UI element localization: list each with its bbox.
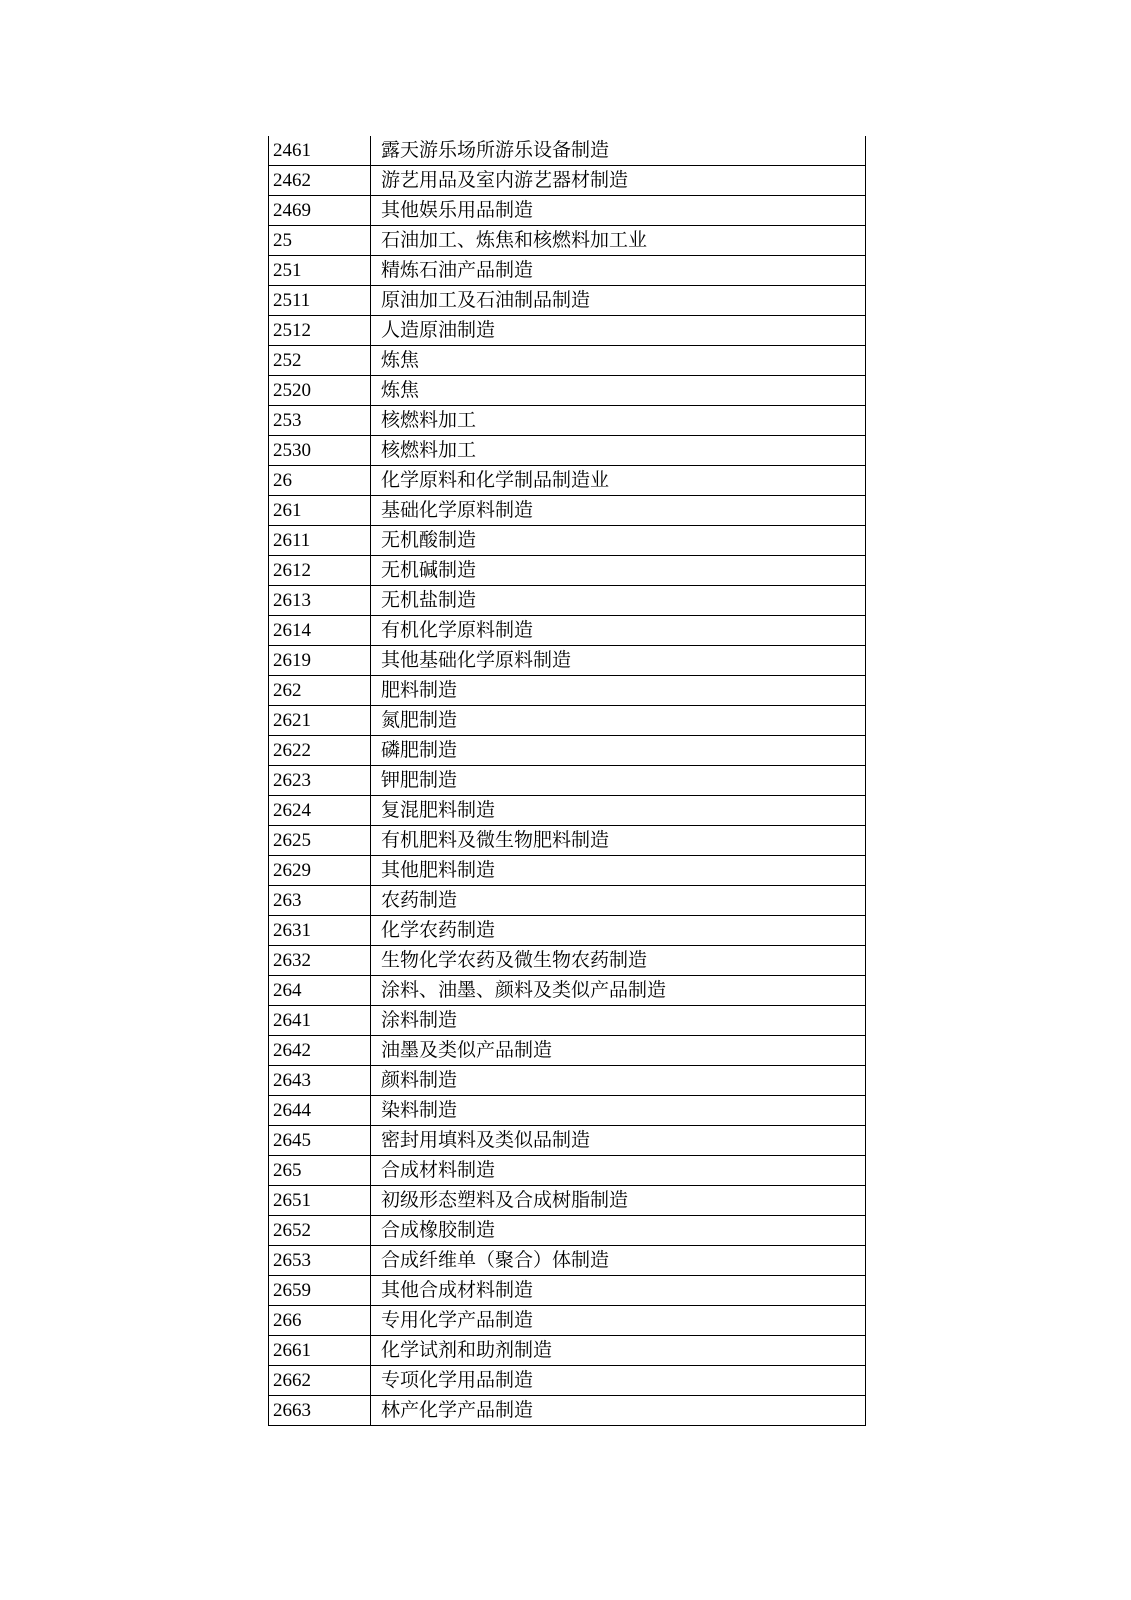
industry-name-cell: 石油加工、炼焦和核燃料加工业 xyxy=(371,226,866,256)
industry-name-cell: 油墨及类似产品制造 xyxy=(371,1036,866,1066)
table-row xyxy=(269,586,866,616)
table-row xyxy=(269,286,866,316)
industry-name-cell: 磷肥制造 xyxy=(371,736,866,766)
table-row xyxy=(269,1366,866,1396)
industry-name-cell: 游艺用品及室内游艺器材制造 xyxy=(371,166,866,196)
industry-code-cell: 2612 xyxy=(269,556,371,586)
table-row xyxy=(269,1336,866,1366)
table-row xyxy=(269,706,866,736)
industry-name-cell: 其他娱乐用品制造 xyxy=(371,196,866,226)
industry-name-cell: 核燃料加工 xyxy=(371,436,866,466)
industry-name-cell: 生物化学农药及微生物农药制造 xyxy=(371,946,866,976)
table-row xyxy=(269,976,866,1006)
industry-name-cell: 无机酸制造 xyxy=(371,526,866,556)
industry-code-cell: 2512 xyxy=(269,316,371,346)
table-row xyxy=(269,136,866,166)
industry-code-cell: 2619 xyxy=(269,646,371,676)
industry-code-cell: 266 xyxy=(269,1306,371,1336)
industry-name-cell: 农药制造 xyxy=(371,886,866,916)
table-row xyxy=(269,736,866,766)
table-row xyxy=(269,466,866,496)
industry-name-cell: 染料制造 xyxy=(371,1096,866,1126)
table-row xyxy=(269,1156,866,1186)
industry-code-cell: 265 xyxy=(269,1156,371,1186)
industry-classification-table xyxy=(268,136,866,1426)
table-row xyxy=(269,1396,866,1426)
industry-name-cell: 合成橡胶制造 xyxy=(371,1216,866,1246)
industry-name-cell: 有机肥料及微生物肥料制造 xyxy=(371,826,866,856)
industry-name-cell: 初级形态塑料及合成树脂制造 xyxy=(371,1186,866,1216)
industry-code-cell: 2462 xyxy=(269,166,371,196)
industry-code-cell: 2621 xyxy=(269,706,371,736)
industry-code-cell: 2652 xyxy=(269,1216,371,1246)
table-row xyxy=(269,346,866,376)
industry-code-cell: 2644 xyxy=(269,1096,371,1126)
table-row xyxy=(269,1306,866,1336)
table-row xyxy=(269,406,866,436)
industry-code-cell: 2643 xyxy=(269,1066,371,1096)
industry-code-cell: 2642 xyxy=(269,1036,371,1066)
table-row xyxy=(269,646,866,676)
table-row xyxy=(269,1066,866,1096)
industry-name-cell: 无机碱制造 xyxy=(371,556,866,586)
industry-code-cell: 2653 xyxy=(269,1246,371,1276)
industry-code-cell: 261 xyxy=(269,496,371,526)
table-row xyxy=(269,946,866,976)
industry-name-cell: 专用化学产品制造 xyxy=(371,1306,866,1336)
table-row xyxy=(269,826,866,856)
industry-name-cell: 其他合成材料制造 xyxy=(371,1276,866,1306)
table-row xyxy=(269,1216,866,1246)
table-row xyxy=(269,496,866,526)
industry-code-cell: 2663 xyxy=(269,1396,371,1426)
industry-name-cell: 其他基础化学原料制造 xyxy=(371,646,866,676)
industry-name-cell: 林产化学产品制造 xyxy=(371,1396,866,1426)
industry-code-cell: 2624 xyxy=(269,796,371,826)
industry-name-cell: 露天游乐场所游乐设备制造 xyxy=(371,136,866,166)
industry-name-cell: 化学原料和化学制品制造业 xyxy=(371,466,866,496)
table-row xyxy=(269,916,866,946)
table-row xyxy=(269,316,866,346)
industry-code-cell: 253 xyxy=(269,406,371,436)
industry-classification-table-container xyxy=(268,136,865,1426)
table-row xyxy=(269,526,866,556)
industry-name-cell: 复混肥料制造 xyxy=(371,796,866,826)
industry-name-cell: 化学农药制造 xyxy=(371,916,866,946)
industry-name-cell: 基础化学原料制造 xyxy=(371,496,866,526)
industry-code-cell: 2461 xyxy=(269,136,371,166)
industry-code-cell: 2659 xyxy=(269,1276,371,1306)
industry-name-cell: 专项化学用品制造 xyxy=(371,1366,866,1396)
industry-name-cell: 原油加工及石油制品制造 xyxy=(371,286,866,316)
industry-name-cell: 其他肥料制造 xyxy=(371,856,866,886)
table-row xyxy=(269,796,866,826)
industry-code-cell: 2631 xyxy=(269,916,371,946)
industry-code-cell: 2625 xyxy=(269,826,371,856)
table-row xyxy=(269,766,866,796)
table-row xyxy=(269,1276,866,1306)
industry-code-cell: 2645 xyxy=(269,1126,371,1156)
industry-code-cell: 2662 xyxy=(269,1366,371,1396)
industry-name-cell: 涂料、油墨、颜料及类似产品制造 xyxy=(371,976,866,1006)
table-row xyxy=(269,376,866,406)
industry-code-cell: 2651 xyxy=(269,1186,371,1216)
industry-code-cell: 2611 xyxy=(269,526,371,556)
industry-name-cell: 密封用填料及类似品制造 xyxy=(371,1126,866,1156)
industry-code-cell: 25 xyxy=(269,226,371,256)
industry-name-cell: 无机盐制造 xyxy=(371,586,866,616)
table-row xyxy=(269,676,866,706)
industry-code-cell: 2530 xyxy=(269,436,371,466)
industry-code-cell: 2622 xyxy=(269,736,371,766)
table-row xyxy=(269,1126,866,1156)
industry-name-cell: 炼焦 xyxy=(371,346,866,376)
table-row xyxy=(269,1096,866,1126)
industry-code-cell: 2632 xyxy=(269,946,371,976)
table-row xyxy=(269,1036,866,1066)
industry-name-cell: 合成材料制造 xyxy=(371,1156,866,1186)
industry-code-cell: 26 xyxy=(269,466,371,496)
industry-name-cell: 肥料制造 xyxy=(371,676,866,706)
table-row xyxy=(269,256,866,286)
industry-name-cell: 氮肥制造 xyxy=(371,706,866,736)
industry-code-cell: 262 xyxy=(269,676,371,706)
industry-name-cell: 合成纤维单（聚合）体制造 xyxy=(371,1246,866,1276)
industry-code-cell: 263 xyxy=(269,886,371,916)
industry-code-cell: 2469 xyxy=(269,196,371,226)
industry-code-cell: 2520 xyxy=(269,376,371,406)
industry-code-cell: 2629 xyxy=(269,856,371,886)
table-row xyxy=(269,1246,866,1276)
industry-code-cell: 2641 xyxy=(269,1006,371,1036)
table-row xyxy=(269,886,866,916)
industry-code-cell: 2613 xyxy=(269,586,371,616)
industry-name-cell: 化学试剂和助剂制造 xyxy=(371,1336,866,1366)
industry-name-cell: 核燃料加工 xyxy=(371,406,866,436)
table-row xyxy=(269,856,866,886)
table-row xyxy=(269,1006,866,1036)
industry-code-cell: 2614 xyxy=(269,616,371,646)
industry-name-cell: 颜料制造 xyxy=(371,1066,866,1096)
industry-code-cell: 252 xyxy=(269,346,371,376)
industry-name-cell: 精炼石油产品制造 xyxy=(371,256,866,286)
industry-code-cell: 2661 xyxy=(269,1336,371,1366)
table-row xyxy=(269,436,866,466)
table-row xyxy=(269,226,866,256)
industry-code-cell: 251 xyxy=(269,256,371,286)
industry-name-cell: 涂料制造 xyxy=(371,1006,866,1036)
industry-code-cell: 2511 xyxy=(269,286,371,316)
table-row xyxy=(269,1186,866,1216)
industry-name-cell: 人造原油制造 xyxy=(371,316,866,346)
table-row xyxy=(269,616,866,646)
table-row xyxy=(269,196,866,226)
table-row xyxy=(269,166,866,196)
industry-name-cell: 炼焦 xyxy=(371,376,866,406)
industry-code-cell: 264 xyxy=(269,976,371,1006)
table-body xyxy=(269,136,866,1426)
table-row xyxy=(269,556,866,586)
industry-code-cell: 2623 xyxy=(269,766,371,796)
industry-name-cell: 钾肥制造 xyxy=(371,766,866,796)
industry-name-cell: 有机化学原料制造 xyxy=(371,616,866,646)
